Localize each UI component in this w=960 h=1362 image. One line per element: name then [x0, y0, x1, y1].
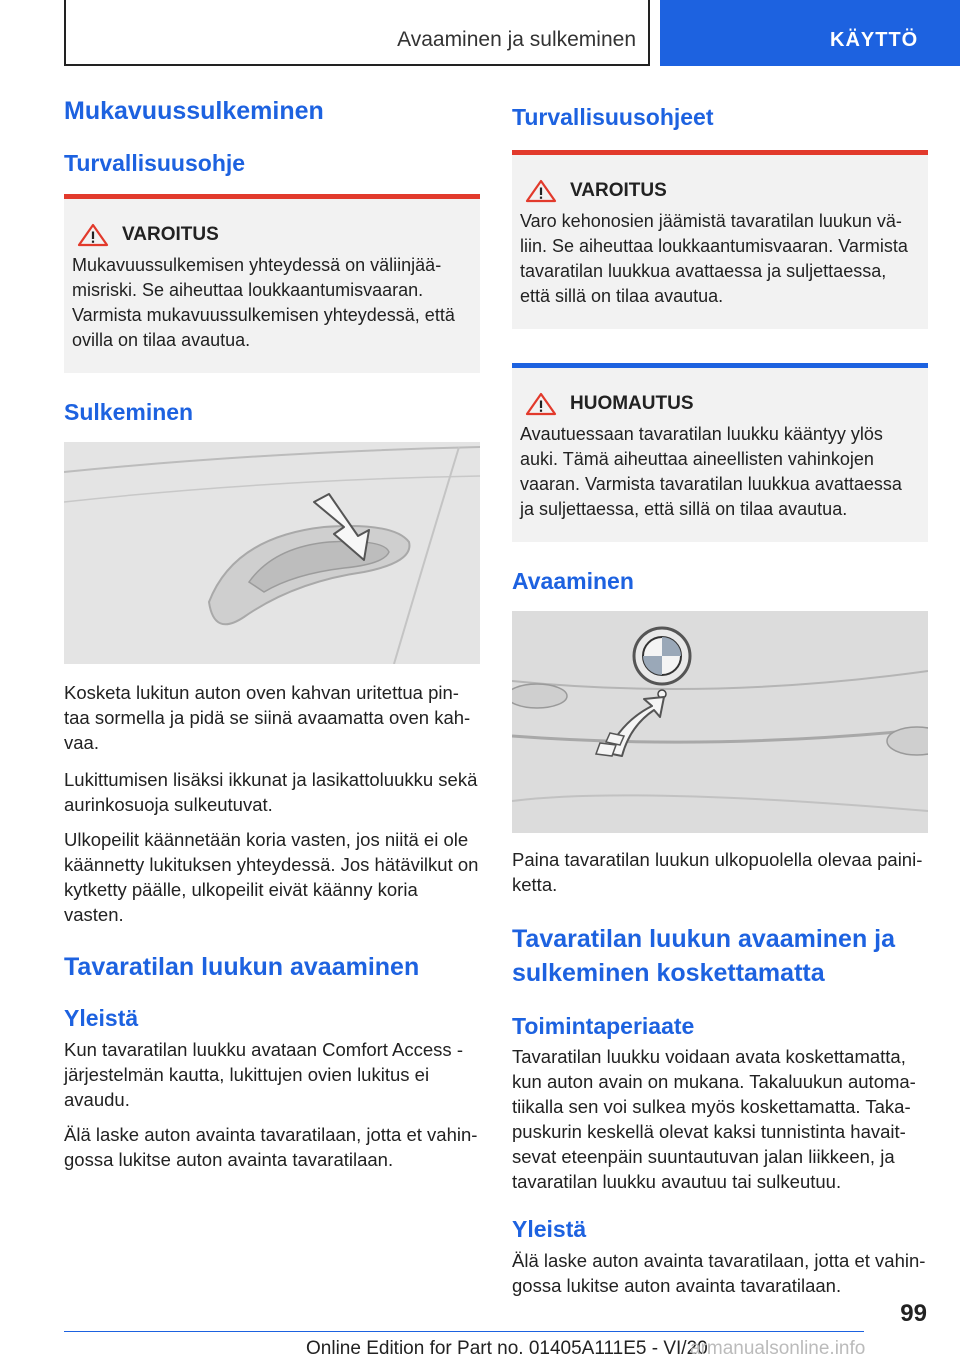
heading-general-right: Yleistä	[512, 1216, 587, 1243]
heading-operating-principle: Toimintaperiaate	[512, 1012, 695, 1039]
header-section-box	[64, 0, 650, 66]
footer-watermark: armanualsonline.info	[690, 1338, 866, 1359]
notice-text: Avautuessaan tavaratilan luukku kääntyy ylös auki. Tämä aiheuttaa aineellisten vahinkojen vaaran. Varmista tavaratilan luukkua avattaessa ja suljettaessa, että sillä on tilaa avautua.	[520, 423, 902, 519]
door-handle-image	[64, 442, 480, 664]
paragraph-touchless-principle: Tavaratilan luukku voidaan avata koskettamatta, kun auton avain on mukana. Takaluukun automa-tiikalla sen voi sulkea myös koskettamatta. Taka-puskurin keskellä olevat kaksi tunnistinta havait-sevat eteenpäin suuntautuvan jalan liikkeen, ja tavaratilan luukku avautuu tai sulkeutuu.	[512, 1046, 916, 1193]
warning-triangle-icon	[524, 179, 558, 203]
heading-safety-note: Turvallisuusohje	[64, 150, 246, 176]
warning-title-row-right	[520, 179, 920, 203]
heading-safety-notes: Turvallisuusohjeet	[512, 104, 714, 130]
header-chapter-tab	[660, 0, 960, 66]
header-chapter-label: KÄYTTÖ	[830, 29, 919, 51]
warning-text-right: Varo kehonosien jäämistä tavaratilan luukun vä-liin. Se aiheuttaa loukkaantumisvaaran. Varmista tavaratilan luukkua avattaessa ja suljettaessa, että sillä on tilaa avautua.	[520, 210, 908, 306]
paragraph-comfort-access: Kun tavaratilan luukku avataan Comfort Access -järjestelmän kautta, lukittujen ovien lukitus ei avaudu.	[64, 1038, 463, 1110]
warning-title-right: VAROITUS	[570, 179, 667, 201]
warning-box-right	[512, 150, 928, 329]
paragraph-press-button: Paina tavaratilan luukun ulkopuolella olevaa paini-ketta.	[512, 849, 923, 896]
left-column	[64, 96, 480, 1172]
door-handle-illustration	[64, 442, 480, 664]
warning-title-row	[72, 223, 472, 247]
page-number: 99	[900, 1300, 927, 1327]
notice-title: HUOMAUTUS	[570, 392, 694, 414]
warning-triangle-icon	[76, 223, 110, 247]
paragraph-mirrors: Ulkopeilit käännetään koria vasten, jos niitä ei ole käännetty lukituksen yhteydessä. Jos hätävilkut on kytketty päälle, ulkopeilit eivät käänny koria vasten.	[64, 829, 479, 926]
notice-triangle-icon	[524, 392, 558, 416]
paragraph-key-warning-left: Älä laske auton avainta tavaratilaan, jotta et vahin-gossa lukitse auton avainta tavaratilaan.	[64, 1123, 478, 1170]
page-header	[0, 0, 960, 66]
warning-title: VAROITUS	[122, 223, 219, 245]
paragraph-key-warning-right: Älä laske auton avainta tavaratilaan, jotta et vahin-gossa lukitse auton avainta tavaratilaan.	[512, 1249, 926, 1296]
warning-text: Mukavuussulkemisen yhteydessä on väliinjää-misriski. Se aiheuttaa loukkaantumisvaaran. Varmista mukavuussulkemisen yhteydessä, että ovilla on tilaa avautua.	[72, 254, 455, 350]
heading-opening: Avaaminen	[512, 567, 634, 594]
warning-box	[64, 194, 480, 373]
notice-box	[512, 363, 928, 542]
heading-comfort-closing: Mukavuussulkeminen	[64, 97, 324, 125]
tailgate-button-illustration	[512, 611, 928, 833]
heading-closing: Sulkeminen	[64, 398, 194, 425]
tailgate-button-image	[512, 611, 928, 833]
heading-tailgate-opening: Tavaratilan luukun avaaminen	[64, 953, 420, 982]
right-column	[512, 96, 928, 1298]
paragraph-windows-close: Lukittumisen lisäksi ikkunat ja lasikattoluukku sekä aurinkosuoja sulkeutuvat.	[64, 769, 478, 816]
footer-divider	[64, 1331, 864, 1332]
header-section-title: Avaaminen ja sulkeminen	[397, 28, 636, 51]
footer-edition: Online Edition for Part no. 01405A111E5 - VI/20	[306, 1338, 708, 1359]
paragraph-touch-handle: Kosketa lukitun auton oven kahvan uritettua pin-taa sormella ja pidä se siinä avaamatta oven kah-vaa.	[64, 682, 471, 754]
heading-touchless-tailgate: Tavaratilan luukun avaaminen ja sulkeminen koskettamatta	[512, 925, 896, 987]
heading-general-left: Yleistä	[64, 1004, 139, 1031]
notice-title-row	[520, 392, 920, 416]
